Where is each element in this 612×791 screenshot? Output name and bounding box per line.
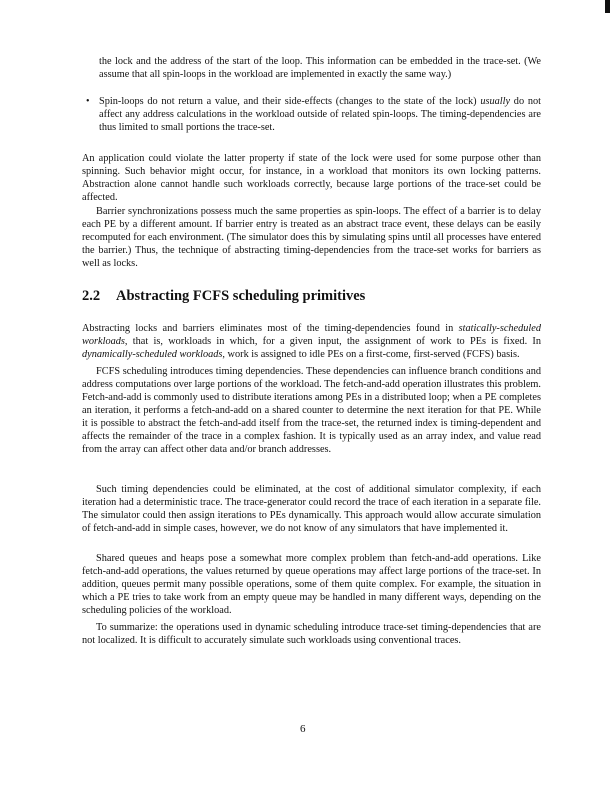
paragraph-fcfs: FCFS scheduling introduces timing dependencies. These dependencies can influence branch conditions and address computations over large portions of the workload. The fetch-and-add operation illustrates this problem. Fetch-and-add is commonly used to distribute iterations among PEs in a distributed loop; when a PE completes an iteration, it performs a fetch-and-add on a shared counter to determine the next iteration for that PE. While it is possible to abstract the fetch-and-add itself from the trace-set, the returned index is timing-dependent and affects the remainder of the trace in a complex fashion. It is typically used as an array index, and value read from the array can affect other data and/or branch addresses. [82, 366, 541, 455]
bullet-emphasis: usually [480, 96, 511, 107]
emphasis-term: dynamically-scheduled workloads [82, 349, 223, 360]
section-number: 2.2 [82, 288, 101, 304]
continuation-paragraph: the lock and the address of the start of the loop. This information can be embedded in the trace-set. (We assume that all spin-loops in the workload are implemented in exactly the same way.) [99, 56, 541, 80]
paragraph-section-intro [82, 322, 541, 361]
bullet-text [99, 95, 541, 134]
scan-corner-mark [605, 0, 610, 13]
paragraph-summary: To summarize: the operations used in dynamic scheduling introduce trace-set timing-dependencies that are not localized. It is difficult to accurately simulate such workloads using conventional traces. [82, 622, 541, 646]
emphasis-term: statically-scheduled workloads [82, 323, 541, 347]
text-part: , work is assigned to idle PEs on a first-come, first-served (FCFS) basis. [222, 349, 520, 360]
bullet-icon: • [86, 96, 90, 107]
paragraph-timing-dependencies: Such timing dependencies could be eliminated, at the cost of additional simulator complexity, if each iteration had a deterministic trace. The trace-generator could record the trace of each iteration in a separate file. The simulator could then assign iterations to PEs dynamically. This approach would allow accurate simulation of fetch-and-add in simple cases, however, we do not know of any simulators that have implemented it. [82, 484, 541, 534]
text-part: , that is, workloads in which, for a given input, the assignment of work to PEs is fixed. In [124, 336, 541, 347]
paragraph-shared-queues: Shared queues and heaps pose a somewhat more complex problem than fetch-and-add operations. Like fetch-and-add operations, the values returned by queue operations may affect large portions of the trace-set. In addition, queues permit many possible operations, some of them quite complex. For example, the situation in which a PE tries to take work from an empty queue may be handled in many different ways, depending on the scheduling policies of the workload. [82, 553, 541, 616]
paragraph-lock-violation: An application could violate the latter property if state of the lock were used for some purpose other than spinning. Such behavior might occur, for instance, in a workload that monitors its own locking patterns. Abstraction alone cannot handle such workloads correctly, because large portions of the trace-set could be affected. [82, 153, 541, 203]
section-title: Abstracting FCFS scheduling primitives [116, 288, 366, 304]
text-part: Abstracting locks and barriers eliminates most of the timing-dependencies found in [82, 323, 459, 334]
page-number: 6 [300, 723, 306, 735]
bullet-list-item [86, 95, 541, 134]
bullet-text-part: Spin-loops do not return a value, and their side-effects (changes to the state of the lock) [99, 96, 481, 107]
paragraph-barrier: Barrier synchronizations possess much the same properties as spin-loops. The effect of a barrier is to delay each PE by a different amount. If barrier entry is treated as an abstract trace event, these delays can be easily recomputed for each environment. (The simulator does this by simulating spins until all processes have entered the barrier.) Thus, the technique of abstracting timing-dependencies from the trace-set works for barriers as well as locks. [82, 206, 541, 269]
bullet-text-part: do not affect any address calculations in the workload outside of related spin-loops. The timing-dependencies are thus limited to small portions the trace-set. [99, 96, 541, 133]
section-heading [82, 288, 365, 305]
